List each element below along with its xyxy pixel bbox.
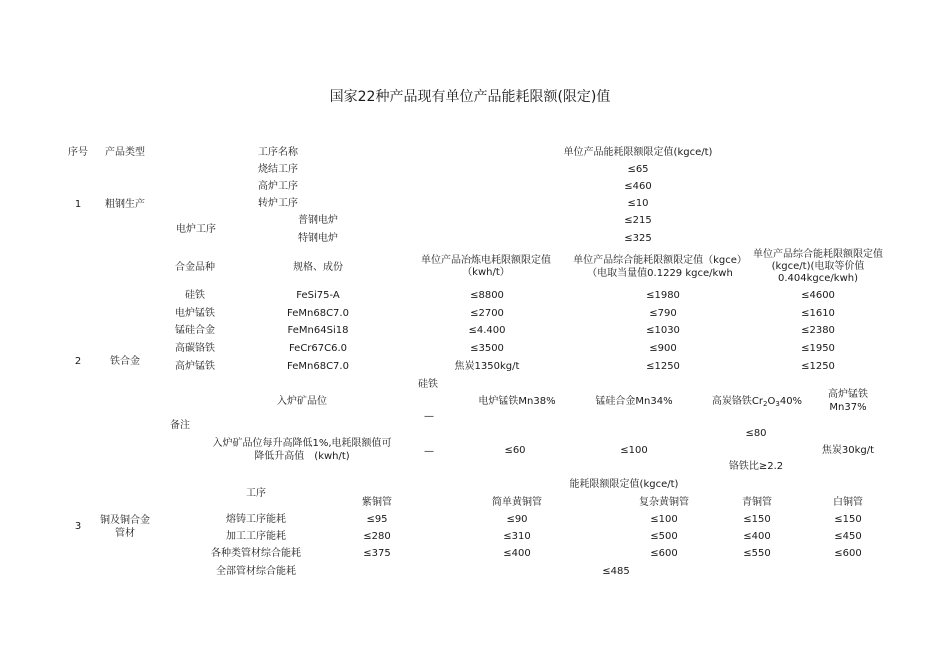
ferroalloy-spec: FeMn64Si18 — [287, 325, 349, 336]
note-ore-grade: 入炉矿品位 — [277, 396, 327, 407]
copper-cell: ≤100 — [650, 514, 678, 525]
ferroalloy-v3: ≤1950 — [801, 343, 835, 354]
ef-process-name: 特钢电炉 — [298, 233, 338, 244]
copper-limit-header: 能耗限额限定值(kgce/t) — [569, 479, 679, 490]
ferroalloy-v1: ≤2700 — [470, 308, 504, 319]
ef-process-value: ≤325 — [624, 233, 652, 244]
ferroalloy-seq: 2 — [74, 356, 82, 367]
copper-cell: ≤310 — [503, 531, 531, 542]
steel-process-value: ≤10 — [627, 198, 649, 209]
steel-process-name: 高炉工序 — [258, 181, 298, 192]
copper-process-header: 工序 — [246, 488, 266, 499]
copper-col-header: 青铜管 — [742, 497, 772, 508]
ferroalloy-spec: FeMn68C7.0 — [287, 308, 349, 319]
ferroalloy-col2-header-line2: （电取当量值0.1229 kgce/kwh — [587, 268, 733, 279]
copper-seq: 3 — [74, 521, 82, 532]
steel-category: 粗钢生产 — [105, 199, 145, 210]
copper-cell: ≤150 — [834, 514, 862, 525]
note-le100: ≤100 — [620, 445, 648, 456]
copper-row-name: 各种类管材综合能耗 — [211, 548, 301, 559]
ferroalloy-variety-header: 合金品种 — [175, 262, 215, 273]
header-process-name: 工序名称 — [258, 147, 298, 158]
copper-cell: ≤500 — [650, 531, 678, 542]
steel-process-name: 转炉工序 — [258, 198, 298, 209]
ferroalloy-variety: 锰硅合金 — [175, 325, 215, 336]
ferroalloy-v3: ≤1250 — [801, 361, 835, 372]
ef-process-name: 普钢电炉 — [298, 215, 338, 226]
note-rule-line1: 入炉矿品位每升高降低1%,电耗限额值可 — [212, 438, 392, 449]
copper-cell: ≤95 — [366, 514, 388, 525]
note-mnsi: 锰硅合金Mn34% — [595, 396, 673, 407]
note-dash: — — [424, 446, 434, 457]
ferroalloy-v2: ≤1980 — [646, 290, 680, 301]
note-le80: ≤80 — [745, 428, 767, 439]
note-bf-mn-line1: 高炉锰铁 — [828, 389, 868, 400]
note-label: 备注 — [170, 420, 190, 431]
ferroalloy-v2: ≤790 — [649, 308, 677, 319]
note-crfe: 高炭铬铁$Cr_2O_340\%$ — [711, 396, 803, 408]
copper-cell: ≤90 — [506, 514, 528, 525]
copper-row-name: 熔铸工序能耗 — [226, 514, 286, 525]
copper-category-line1: 铜及铜合金 — [100, 515, 150, 526]
ferroalloy-v1: ≤8800 — [470, 290, 504, 301]
copper-cell: ≤450 — [834, 531, 862, 542]
copper-total-value: ≤485 — [602, 566, 630, 577]
steel-process-value: ≤460 — [624, 181, 652, 192]
copper-cell: ≤400 — [503, 548, 531, 559]
ferroalloy-variety: 电炉锰铁 — [175, 308, 215, 319]
ferroalloy-v3: ≤1610 — [801, 308, 835, 319]
note-dash: — — [424, 411, 434, 422]
ferroalloy-v2: ≤900 — [649, 343, 677, 354]
steel-process-value: ≤65 — [627, 164, 649, 175]
copper-category-line2: 管材 — [115, 528, 135, 539]
ferroalloy-spec-header: 规格、成份 — [293, 262, 343, 273]
ferroalloy-col3-header: 单位产品综合能耗限额限定值(kgce/t)(电取等价值0.404kgce/kwh) — [753, 249, 883, 284]
ef-process-value: ≤215 — [624, 215, 652, 226]
ferroalloy-col2-header-line1: 单位产品综合能耗限额限定值（kgce） — [573, 255, 747, 266]
ferroalloy-col1-header: 单位产品冶炼电耗限额限定值（kwh/t） — [421, 255, 551, 278]
copper-cell: ≤600 — [834, 548, 862, 559]
ferroalloy-v3: ≤4600 — [801, 290, 835, 301]
header-category: 产品类型 — [105, 147, 145, 158]
copper-cell: ≤400 — [743, 531, 771, 542]
ferroalloy-v1: 焦炭1350kg/t — [454, 361, 520, 372]
copper-col-header: 白铜管 — [833, 497, 863, 508]
copper-cell: ≤550 — [743, 548, 771, 559]
steel-seq: 1 — [74, 199, 82, 210]
note-coke30: 焦炭30kg/t — [821, 445, 875, 456]
note-bf-mn-line2: Mn37% — [829, 402, 867, 413]
note-rule-line2: 降低升高值 (kwh/t) — [254, 451, 350, 462]
header-seq: 序号 — [68, 147, 88, 158]
ferroalloy-spec: FeMn68C7.0 — [287, 361, 349, 372]
copper-total-name: 全部管材综合能耗 — [216, 566, 296, 577]
copper-col-header: 复杂黄铜管 — [639, 497, 689, 508]
header-limit: 单位产品能耗限额限定值(kgce/t) — [563, 147, 713, 158]
copper-cell: ≤600 — [650, 548, 678, 559]
copper-row-name: 加工工序能耗 — [226, 531, 286, 542]
note-le60: ≤60 — [504, 445, 526, 456]
steel-process-name: 烧结工序 — [258, 164, 298, 175]
electric-furnace-label: 电炉工序 — [176, 224, 216, 235]
copper-col-header: 简单黄铜管 — [492, 497, 542, 508]
ferroalloy-category: 铁合金 — [110, 356, 140, 367]
copper-cell: ≤280 — [363, 531, 391, 542]
copper-cell: ≤375 — [363, 548, 391, 559]
ferroalloy-v2: ≤1030 — [646, 325, 680, 336]
ferroalloy-variety: 高炉锰铁 — [175, 361, 215, 372]
ferroalloy-spec: FeCr67C6.0 — [288, 343, 348, 354]
ferroalloy-v1: ≤3500 — [470, 343, 504, 354]
note-mn-fe: 电炉锰铁Mn38% — [478, 396, 556, 407]
ferroalloy-v2: ≤1250 — [646, 361, 680, 372]
ferroalloy-v3: ≤2380 — [801, 325, 835, 336]
page-title: 国家22种产品现有单位产品能耗限额(限定)值 — [329, 89, 611, 105]
copper-col-header: 紫铜管 — [362, 497, 392, 508]
note-cr-ratio: 铬铁比≥2.2 — [728, 461, 784, 472]
note-ferrosilicon: 硅铁 — [418, 379, 438, 390]
ferroalloy-variety: 高碳铬铁 — [175, 343, 215, 354]
ferroalloy-spec: FeSi75-A — [296, 290, 340, 301]
copper-cell: ≤150 — [743, 514, 771, 525]
ferroalloy-v1: ≤4.400 — [468, 325, 506, 336]
ferroalloy-variety: 硅铁 — [185, 290, 205, 301]
